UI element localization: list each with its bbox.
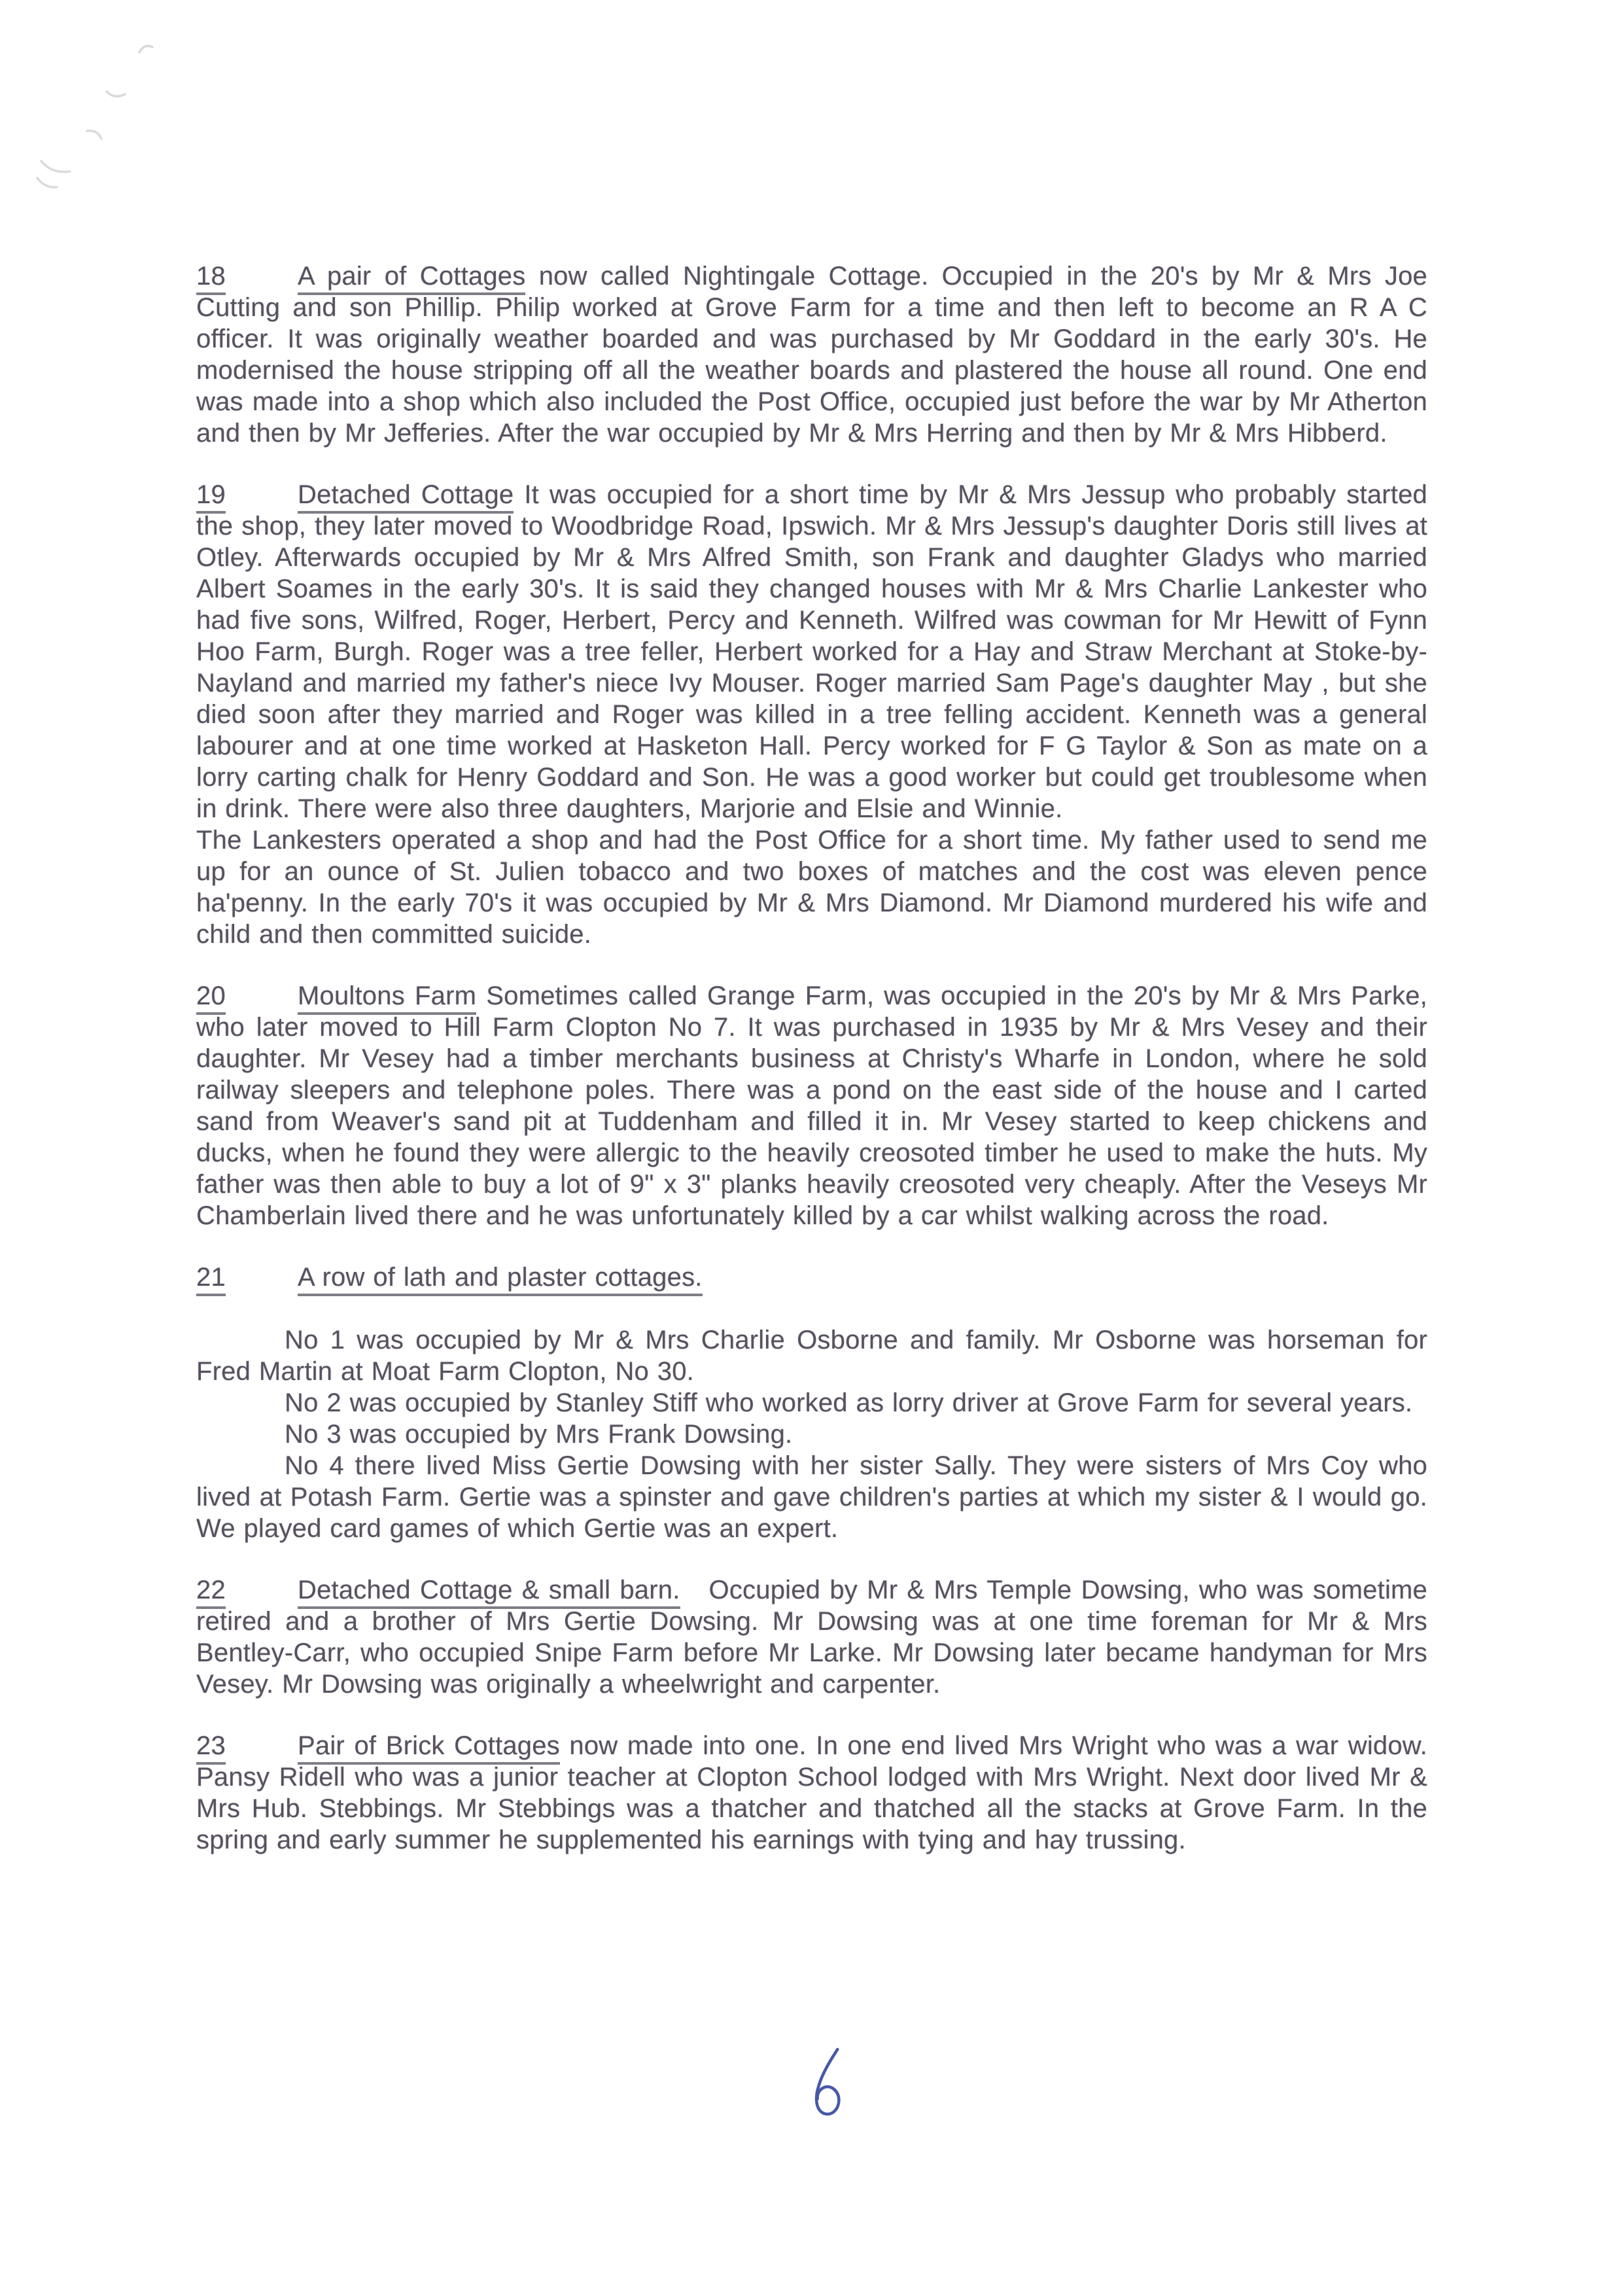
- handwritten-page-number-6: [807, 2047, 850, 2120]
- section-22-heading: Detached Cottage & small barn.: [298, 1576, 680, 1609]
- section-20-heading: Moultons Farm: [298, 981, 476, 1015]
- section-21-number: 21: [196, 1262, 298, 1293]
- section-21: [196, 1262, 1427, 1544]
- section-18: [196, 260, 1427, 449]
- section-21-heading: A row of lath and plaster cottages.: [298, 1263, 703, 1296]
- section-19-number: 19: [196, 479, 298, 510]
- section-20-number: 20: [196, 980, 298, 1012]
- section-20-body: Sometimes called Grange Farm, was occupied in the 20's by Mr & Mrs Parke, who later moved to Hill Farm Clopton No 7. It was purchased in 1935 by Mr & Mrs Vesey and their daughter. Mr Vesey had a timber merchants business at Christy's Wharfe in London, where he sold railway sleepers and telephone poles. There was a pond on the east side of the house and I carted sand from Weaver's sand pit at Tuddenham and filled it in. Mr Vesey started to keep chickens and ducks, when he found they were allergic to the heavily creosoted timber he used to make the huts. My father was then able to buy a lot of 9" x 3" planks heavily creosoted very cheaply. After the Veseys Mr Chamberlain lived there and he was unfortunately killed by a car whilst walking across the road.: [196, 981, 1427, 1230]
- section-21-subparagraph-4: No 4 there lived Miss Gertie Dowsing with her sister Sally. They were sisters of Mrs Coy who lived at Potash Farm. Gertie was a spinster and gave children's parties at which my sister & I would go. We played card games of which Gertie was an expert.: [196, 1451, 1427, 1543]
- section-18-body: now called Nightingale Cottage. Occupied in the 20's by Mr & Mrs Joe Cutting and son Phillip. Philip worked at Grove Farm for a time and then left to become an R A C officer. It was originally weather boarded and was purchased by Mr Goddard in the early 30's. He modernised the house stripping off all the weather boards and plastered the house all round. One end was made into a shop which also included the Post Office, occupied just before the war by Mr Atherton and then by Mr Jefferies. After the war occupied by Mr & Mrs Herring and then by Mr & Mrs Hibberd.: [196, 262, 1427, 448]
- section-19-paragraph: [196, 479, 1427, 824]
- section-19-body: It was occupied for a short time by Mr & Mrs Jessup who probably started the shop, they later moved to Woodbridge Road, Ipswich. Mr & Mrs Jessup's daughter Doris still lives at Otley. Afterwards occupied by Mr & Mrs Alfred Smith, son Frank and daughter Gladys who married Albert Soames in the early 30's. It is said they changed houses with Mr & Mrs Charlie Lankester who had five sons, Wilfred, Roger, Herbert, Percy and Kenneth. Wilfred was cowman for Mr Hewitt of Fynn Hoo Farm, Burgh. Roger was a tree feller, Herbert worked for a Hay and Straw Merchant at Stoke-by-Nayland and married my father's niece Ivy Mouser. Roger married Sam Page's daughter May , but she died soon after they married and Roger was killed in a tree felling accident. Kenneth was a general labourer and at one time worked at Hasketon Hall. Percy worked for F G Taylor & Son as mate on a lorry carting chalk for Henry Goddard and Son. He was a good worker but could get troublesome when in drink. There were also three daughters, Marjorie and Elsie and Winnie.: [196, 480, 1427, 823]
- section-18-paragraph: [196, 260, 1427, 449]
- section-18-number: 18: [196, 260, 298, 292]
- section-23-number: 23: [196, 1730, 298, 1761]
- section-23-paragraph: [196, 1730, 1427, 1856]
- section-19-heading: Detached Cottage: [298, 480, 514, 514]
- section-19-continuation: The Lankesters operated a shop and had the Post Office for a short time. My father used to send me up for an ounce of St. Julien tobacco and two boxes of matches and the cost was eleven pence ha'penny. In the early 70's it was occupied by Mr & Mrs Diamond. Mr Diamond murdered his wife and child and then committed suicide.: [196, 826, 1427, 949]
- page-content: [196, 260, 1427, 1856]
- section-21-subparagraph-1: No 1 was occupied by Mr & Mrs Charlie Osborne and family. Mr Osborne was horseman for Fred Martin at Moat Farm Clopton, No 30.: [196, 1326, 1427, 1386]
- section-22-number: 22: [196, 1574, 298, 1606]
- section-22-paragraph: [196, 1574, 1427, 1700]
- section-22-body: Occupied by Mr & Mrs Temple Dowsing, who was sometime retired and a brother of Mrs Gertie Dowsing. Mr Dowsing was at one time foreman for Mr & Mrs Bentley-Carr, who occupied Snipe Farm before Mr Larke. Mr Dowsing later became handyman for Mrs Vesey. Mr Dowsing was originally a wheelwright and carpenter.: [196, 1576, 1427, 1699]
- section-23-heading: Pair of Brick Cottages: [298, 1731, 560, 1765]
- section-22: [196, 1574, 1427, 1700]
- section-20-paragraph: [196, 980, 1427, 1231]
- section-21-subparagraph-3: No 3 was occupied by Mrs Frank Dowsing.: [285, 1420, 793, 1449]
- section-21-subparagraph-2: No 2 was occupied by Stanley Stiff who worked as lorry driver at Grove Farm for several years.: [285, 1388, 1413, 1417]
- section-23: [196, 1730, 1427, 1856]
- section-20: [196, 980, 1427, 1231]
- section-18-heading: A pair of Cottages: [298, 262, 525, 295]
- section-21-heading-line: [196, 1262, 1427, 1293]
- section-23-body: now made into one. In one end lived Mrs Wright who was a war widow. Pansy Ridell who was a junior teacher at Clopton School lodged with Mrs Wright. Next door lived Mr & Mrs Hub. Stebbings. Mr Stebbings was a thatcher and thatched all the stacks at Grove Farm. In the spring and early summer he supplemented his earnings with tying and hay trussing.: [196, 1731, 1427, 1854]
- section-19: [196, 479, 1427, 950]
- pencil-smudge-marks: [29, 18, 186, 215]
